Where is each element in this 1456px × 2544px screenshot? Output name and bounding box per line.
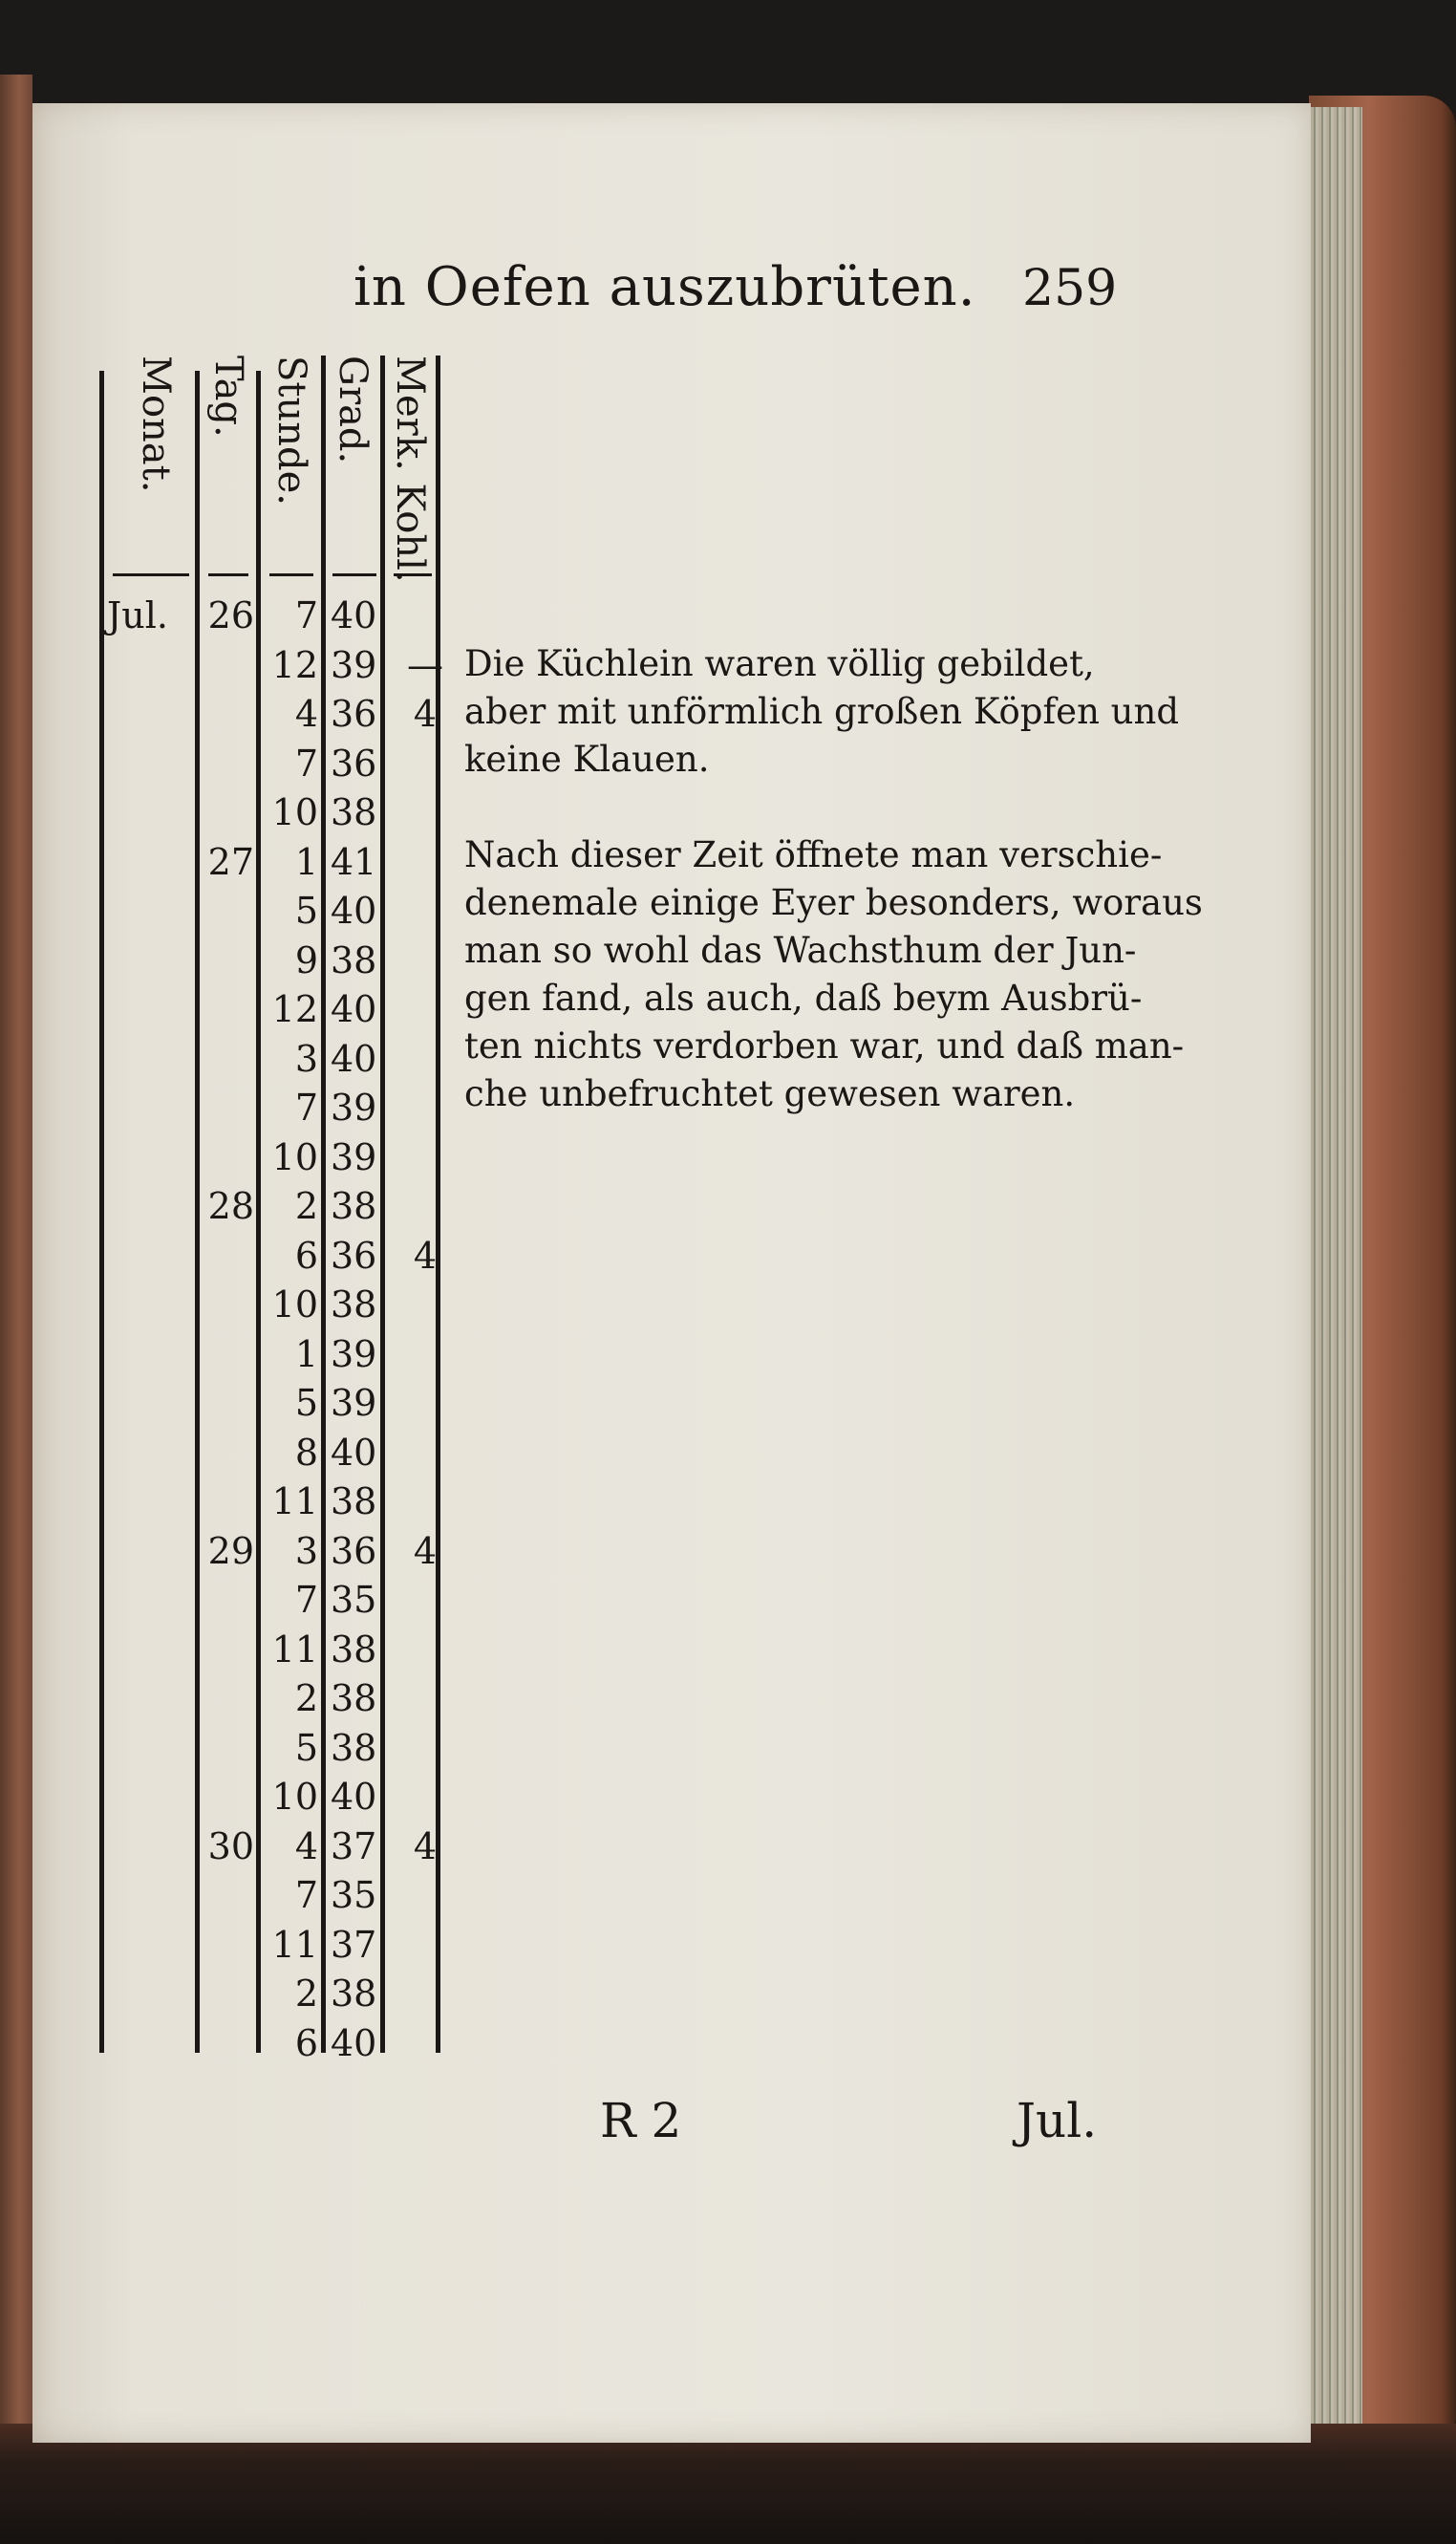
- table-cell-hour: 10: [271, 1135, 318, 1178]
- table-column-rule: [380, 356, 385, 2053]
- table-cell-degree: 40: [331, 2021, 377, 2064]
- table-cell-degree: 39: [331, 1382, 377, 1424]
- paragraph-line: ten nichts verdorben war, und daß man-: [464, 1025, 1185, 1067]
- table-cell-degree: 37: [331, 1824, 377, 1867]
- page-block-edges: [1311, 107, 1362, 2439]
- table-cell-degree: 39: [331, 1332, 377, 1375]
- table-cell-degree: 38: [331, 938, 377, 981]
- table-cell-degree: 35: [331, 1874, 377, 1916]
- paragraph-line: aber mit unförmlich großen Köpfen und: [464, 691, 1180, 732]
- table-cell-degree: 35: [331, 1579, 377, 1621]
- table-cell-hour: 4: [294, 1824, 318, 1867]
- table-cell-hour: 11: [271, 1628, 318, 1671]
- table-cell-degree: 38: [331, 1480, 377, 1522]
- table-cell-degree: 41: [331, 840, 377, 883]
- table-cell-hour: 12: [271, 988, 318, 1030]
- table-cell-hour: 7: [294, 1579, 318, 1621]
- table-column-header: Monat.: [134, 356, 178, 493]
- table-cell-hour: 1: [294, 840, 318, 883]
- table-cell-day: 29: [207, 1529, 254, 1572]
- table-cell-day: 26: [207, 594, 254, 636]
- page-number: 259: [1022, 260, 1118, 317]
- table-cell-mark: —: [407, 643, 443, 686]
- table-cell-hour: 8: [294, 1431, 318, 1474]
- table-header-rule: [113, 573, 189, 576]
- table-cell-hour: 1: [294, 1332, 318, 1375]
- paragraph-2: [464, 831, 1203, 1118]
- table-cell-hour: 10: [271, 1776, 318, 1818]
- table-cell-degree: 38: [331, 1973, 377, 2015]
- paragraph-1: [464, 640, 1180, 784]
- table-column-rule: [99, 371, 104, 2053]
- signature-mark: R 2: [600, 2093, 682, 2148]
- table-cell-hour: 12: [271, 643, 318, 686]
- table-cell-degree: 40: [331, 594, 377, 636]
- table-cell-day: 28: [207, 1185, 254, 1227]
- table-cell-degree: 38: [331, 1677, 377, 1719]
- table-column-rule: [436, 356, 440, 2053]
- table-cell-hour: 7: [294, 742, 318, 785]
- table-cell-month: Jul.: [107, 594, 168, 636]
- table-cell-hour: 7: [294, 1874, 318, 1916]
- table-column-header: Stunde.: [269, 356, 313, 506]
- table-cell-hour: 7: [294, 594, 318, 636]
- table-cell-hour: 5: [294, 1382, 318, 1424]
- table-cell-hour: 7: [294, 1087, 318, 1129]
- table-cell-degree: 36: [331, 1529, 377, 1572]
- table-cell-hour: 3: [294, 1037, 318, 1080]
- table-column-header: Grad.: [331, 356, 375, 464]
- table-cell-hour: 4: [294, 693, 318, 735]
- running-header: in Oefen auszubrüten.: [353, 256, 976, 318]
- table-header-rule: [332, 573, 376, 576]
- table-cell-hour: 2: [294, 1973, 318, 2015]
- table-cell-degree: 39: [331, 1087, 377, 1129]
- book-page: [32, 103, 1311, 2443]
- paragraph-line: gen fand, als auch, daß beym Ausbrü-: [464, 978, 1143, 1019]
- table-cell-degree: 38: [331, 791, 377, 833]
- paragraph-line: denemale einige Eyer besonders, woraus: [464, 882, 1203, 923]
- table-cell-hour: 10: [271, 791, 318, 833]
- table-cell-mark: 4: [413, 1824, 438, 1867]
- table-cell-day: 30: [207, 1824, 254, 1867]
- paragraph-line: man so wohl das Wachsthum der Jun-: [464, 930, 1137, 971]
- table-cell-degree: 40: [331, 1776, 377, 1818]
- table-cell-mark: 4: [413, 1529, 438, 1572]
- table-column-rule: [321, 356, 326, 2053]
- paragraph-line: Nach dieser Zeit öffnete man verschie-: [464, 834, 1163, 875]
- table-cell-mark: 4: [413, 1234, 438, 1277]
- table-cell-hour: 2: [294, 1185, 318, 1227]
- table-column-header: Tag.: [206, 356, 250, 438]
- table-cell-day: 27: [207, 840, 254, 883]
- paragraph-line: keine Klauen.: [464, 739, 710, 780]
- table-cell-hour: 9: [294, 938, 318, 981]
- table-cell-hour: 5: [294, 1726, 318, 1769]
- table-cell-degree: 36: [331, 742, 377, 785]
- table-cell-degree: 38: [331, 1283, 377, 1326]
- table-cell-hour: 2: [294, 1677, 318, 1719]
- table-cell-hour: 10: [271, 1283, 318, 1326]
- table-cell-degree: 39: [331, 1135, 377, 1178]
- table-cell-degree: 38: [331, 1628, 377, 1671]
- table-cell-degree: 36: [331, 1234, 377, 1277]
- table-cell-degree: 37: [331, 1923, 377, 1966]
- table-cell-mark: 4: [413, 693, 438, 735]
- catchword: Jul.: [1017, 2093, 1098, 2148]
- table-cell-degree: 40: [331, 988, 377, 1030]
- table-cell-degree: 40: [331, 890, 377, 932]
- table-cell-hour: 3: [294, 1529, 318, 1572]
- table-cell-hour: 6: [294, 2021, 318, 2064]
- table-cell-degree: 40: [331, 1431, 377, 1474]
- table-cell-degree: 36: [331, 693, 377, 735]
- paragraph-line: che unbefruchtet gewesen waren.: [464, 1073, 1076, 1114]
- table-cell-hour: 5: [294, 890, 318, 932]
- table-cell-degree: 40: [331, 1037, 377, 1080]
- table-cell-degree: 38: [331, 1726, 377, 1769]
- paragraph-line: Die Küchlein waren völlig gebildet,: [464, 643, 1095, 684]
- table-cell-hour: 11: [271, 1480, 318, 1522]
- left-cover-edge: [0, 75, 32, 2452]
- table-cell-hour: 6: [294, 1234, 318, 1277]
- table-cell-degree: 38: [331, 1185, 377, 1227]
- table-header-rule: [269, 573, 313, 576]
- table-cell-degree: 39: [331, 643, 377, 686]
- table-header-rule: [208, 573, 248, 576]
- table-cell-hour: 11: [271, 1923, 318, 1966]
- table-column-header: Merk. Kohl.: [388, 356, 432, 583]
